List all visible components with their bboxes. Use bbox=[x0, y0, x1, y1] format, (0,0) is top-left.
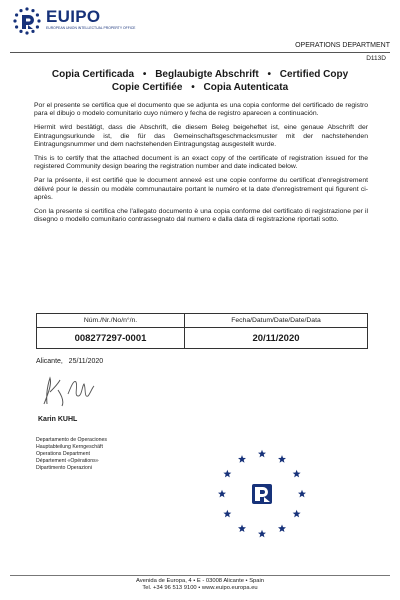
logo-wordmark: EUIPO bbox=[46, 7, 101, 26]
table-header-row bbox=[37, 314, 368, 328]
euipo-logo bbox=[12, 6, 142, 36]
place-and-date: Alicante, 25/11/2020 bbox=[36, 358, 104, 365]
title-separator: • bbox=[191, 82, 195, 93]
title-it: Copia Autenticata bbox=[203, 82, 289, 93]
department-list bbox=[36, 437, 107, 472]
star-icon bbox=[223, 470, 231, 478]
logo-subtitle: EUROPEAN UNION INTELLECTUAL PROPERTY OFFICE bbox=[46, 26, 136, 30]
department-line: Département «Opérations» bbox=[36, 458, 99, 464]
handwritten-signature bbox=[38, 374, 108, 410]
footer-contact: Tel. +34 96 513 9100 • www.euipo.europa.eu bbox=[142, 585, 258, 591]
registration-table bbox=[36, 313, 368, 349]
paragraph-de: Hiermit wird bestätigt, dass die Abschrift, die diesem Beleg beigeheftet ist, eine genaue Abschrift der Eintragungsurkunde ist, die für das Gemeinschaftsgeschmacksmuster mit der nachstehenden Eintragungsnummer und dem nachstehenden Eintragungstag ausgestellt wurde. bbox=[34, 124, 368, 148]
paragraph-it: Con la presente si certifica che l'allegato documento è una copia conforme del certificato di registrazione per il disegno o modello comunitario contrassegnato dal numero e dalla data di registrazione riportati sotto. bbox=[34, 208, 368, 224]
date-header: Fecha/Datum/Date/Date/Data bbox=[185, 314, 368, 328]
euipo-logo-icon bbox=[12, 6, 42, 36]
star-icon bbox=[258, 530, 266, 538]
euipo-seal-emblem bbox=[200, 444, 324, 550]
footer bbox=[0, 578, 400, 592]
titles-line-2 bbox=[20, 81, 380, 94]
titles-line-1 bbox=[20, 68, 380, 81]
footer-divider bbox=[10, 575, 390, 576]
footer-address: Avenida de Europa, 4 • E - 03008 Alicante • Spain bbox=[135, 578, 265, 584]
certificate-titles bbox=[20, 68, 380, 94]
title-de: Beglaubigte Abschrift bbox=[155, 69, 259, 80]
star-icon bbox=[293, 470, 301, 478]
star-icon bbox=[218, 490, 226, 498]
star-icon bbox=[293, 510, 301, 518]
star-icon bbox=[298, 490, 306, 498]
star-icon bbox=[238, 524, 246, 532]
title-separator: • bbox=[267, 69, 272, 80]
table-value-row bbox=[37, 328, 368, 349]
department-heading: OPERATIONS DEPARTMENT bbox=[295, 42, 390, 49]
certification-text bbox=[34, 102, 368, 230]
star-icon bbox=[278, 455, 286, 463]
star-icon bbox=[278, 524, 286, 532]
title-fr: Copie Certifiée bbox=[111, 82, 183, 93]
department-line: Operations Department bbox=[36, 451, 90, 457]
star-icon bbox=[238, 455, 246, 463]
title-en: Certified Copy bbox=[279, 69, 349, 80]
paragraph-es: Por el presente se certifica que el documento que se adjunta es una copia conforme del certificado de registro para el dibujo o modelo comunitario cuyo número y fecha de registro aparecen a continuación. bbox=[34, 102, 368, 118]
signer-name: Karin KUHL bbox=[38, 416, 78, 423]
star-icon bbox=[258, 450, 266, 458]
department-line: Hauptabteilung Kerngeschäft bbox=[36, 444, 103, 450]
title-es: Copia Certificada bbox=[51, 69, 135, 80]
paragraph-en: This is to certify that the attached document is an exact copy of the certificate of registration issued for the registered Community design bearing the registration number and date indicated below. bbox=[34, 155, 368, 171]
header-divider bbox=[10, 52, 390, 53]
number-header: Núm./Nr./No/n°/n. bbox=[37, 314, 185, 328]
title-separator: • bbox=[142, 69, 147, 80]
department-line: Departamento de Operaciones bbox=[36, 437, 107, 443]
seal-mark bbox=[252, 484, 272, 504]
registration-date: 20/11/2020 bbox=[185, 328, 368, 349]
star-icon bbox=[223, 510, 231, 518]
registration-number: 008277297-0001 bbox=[37, 328, 185, 349]
paragraph-fr: Par la présente, il est certifié que le document annexé est une copie conforme du certificat d'enregistrement délivré pour le dessin ou modèle communautaire portant le numéro et la date d'enregistrement qui figurent ci-après. bbox=[34, 177, 368, 201]
department-line: Dipartimento Operazioni bbox=[36, 465, 92, 471]
document-code: D113D bbox=[366, 55, 386, 62]
